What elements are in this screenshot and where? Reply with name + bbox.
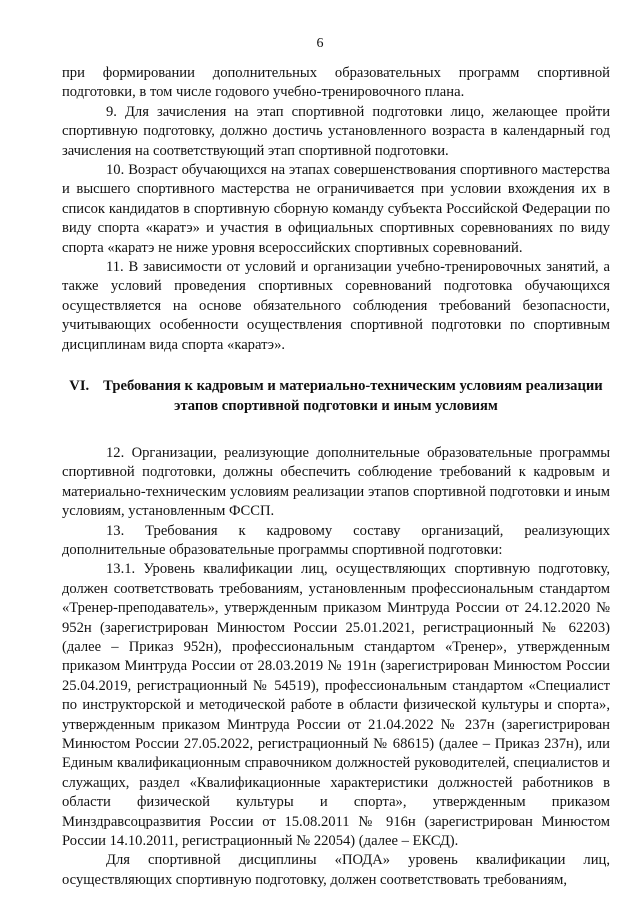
section-number: VI. (69, 378, 90, 395)
paragraph-12: 12. Организации, реализующие дополнительные образовательные программы спортивной подготовки, должны обеспечить соблюдение требований к кадровым и материально-техническим условиям реализации этапов спортивной подготовки и иным условиям, установленным ФССП. (62, 444, 610, 520)
section-heading (62, 377, 610, 416)
paragraph-10: 10. Возраст обучающихся на этапах совершенствования спортивного мастерства и высшего спортивного мастерства не ограничивается при условии вхождения их в список кандидатов в спортивную сборную команду субъекта Российской Федерации по виду спорта «каратэ» и участия в официальных спортивных соревнованиях по виду спорта «каратэ не ниже уровня всероссийских спортивных соревнований. (62, 162, 610, 256)
page-number: 6 (316, 36, 324, 51)
paragraph-9: 9. Для зачисления на этап спортивной подготовки лицо, желающее пройти спортивную подготовку, должно достичь установленного возраста в календарный год зачисления на соответствующий этап спортивной подготовки. (62, 103, 610, 159)
paragraph-continuation: при формировании дополнительных образовательных программ спортивной подготовки, в том числе годового учебно-тренировочного плана. (62, 65, 610, 101)
paragraph-13: 13. Требования к кадровому составу организаций, реализующих дополнительные образовательные программы спортивной подготовки: (62, 522, 610, 558)
paragraph-11: 11. В зависимости от условий и организации учебно-тренировочных занятий, а также условий проведения спортивных соревнований подготовка обучающихся осуществляется на основе обязательного соблюдения требований безопасности, учитывающих особенности осуществления спортивной подготовки по спортивным дисциплинам вида спорта «каратэ». (62, 259, 610, 353)
paragraph-13-1: 13.1. Уровень квалификации лиц, осуществляющих спортивную подготовку, должен соответствовать требованиям, установленным профессиональным стандартом «Тренер-преподаватель», утвержденным приказом Минтруда России от 24.12.2020 № 952н (зарегистрирован Минюстом России 25.01.2021, регистрационный № 62203) (далее – Приказ 952н), профессиональным стандартом «Тренер», утвержденным приказом Минтруда России от 28.03.2019 № 191н (зарегистрирован Минюстом России 25.04.2019, регистрационный № 54519), профессиональным стандартом «Специалист по инструкторской и методической работе в области физической культуры и спорта», утвержденным приказом Минтруда России от 21.04.2022 № 237н (зарегистрирован Минюстом России 27.05.2022, регистрационный № 68615) (далее – Приказ 237н), или Единым квалификационным справочником должностей руководителей, специалистов и служащих, раздел «Квалификационные характеристики должностей работников в области физической культуры и спорта», утвержденным приказом Минздравсоцразвития России от 15.08.2011 № 916н (зарегистрирован Минюстом России 14.10.2011, регистрационный № 22054) (далее – ЕКСД). (62, 561, 610, 850)
document-body (62, 64, 610, 890)
paragraph-poda: Для спортивной дисциплины «ПОДА» уровень квалификации лиц, осуществляющих спортивную подготовку, должен соответствовать требованиям, (62, 852, 610, 888)
section-title: Требования к кадровым и материально-техническим условиям реализации этапов спортивной подготовки и иным условиям (103, 378, 603, 414)
